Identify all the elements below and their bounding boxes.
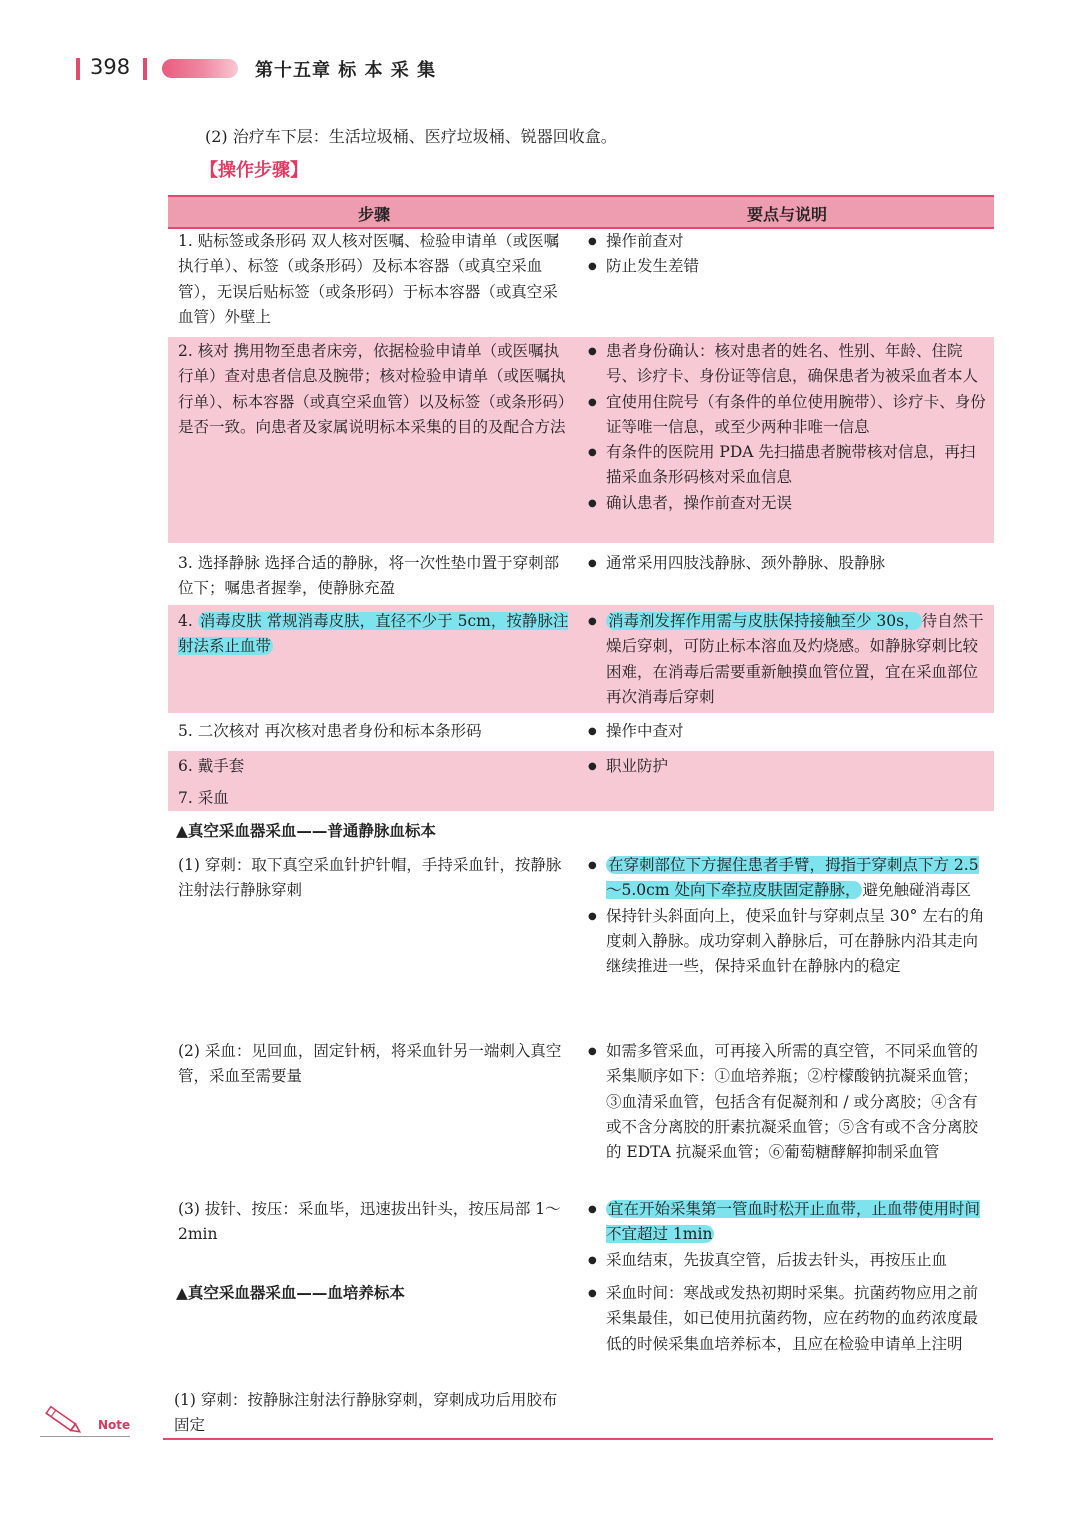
list-item: ● 通常采用四肢浅静脉、颈外静脉、股静脉: [588, 551, 988, 576]
step-text: (1) 穿刺：按静脉注射法行静脉穿刺，穿刺成功后用胶布固定: [174, 1391, 558, 1435]
list-item: ● 有条件的医院用 PDA 先扫描患者腕带核对信息，再扫描采血条形码核对采血信息: [588, 440, 988, 491]
step-text: 7. 采血: [178, 789, 229, 807]
list-item: ● 保持针头斜面向上，使采血针与穿刺点呈 30° 左右的角度刺入静脉。成功穿刺入静脉后，可在静脉内沿其走向继续推进一些，保持采血针在静脉内的稳定: [588, 904, 988, 980]
step-text: 2. 核对 携用物至患者床旁，依据检验申请单（或医嘱执行单）查对患者信息及腕带；核对检验申请单（或医嘱执行单）、标本容器（或真空采血管）以及标签（或条形码）是否一致。向患者及家属说明标本采集的目的及配合方法: [178, 342, 566, 436]
list-item: ● 防止发生差错: [588, 254, 988, 279]
step-text: (2) 采血：见回血，固定针柄，将采血针另一端刺入真空管，采血至需要量: [178, 1042, 562, 1086]
subsection-title: ▲真空采血器采血——血培养标本: [176, 1284, 405, 1302]
header-bar-left: [76, 58, 80, 80]
section-title: 【操作步骤】: [200, 160, 308, 181]
table-row: [168, 751, 994, 811]
note-text: 避免触碰消毒区: [862, 881, 971, 900]
notes-cell: [588, 1281, 988, 1357]
notes-cell: [588, 1039, 988, 1165]
step-number: 4.: [178, 612, 193, 630]
table-row: [168, 1281, 994, 1391]
list-item: ● 如需多管采血，可再接入所需的真空管，不同采血管的采集顺序如下：①血培养瓶；②柠檬酸钠抗凝采血管；③血清采血管，包括含有促凝剂和 / 或分离胶；④含有或不含分离胶的肝素抗凝采血管；⑤含有或不含分离胶的 EDTA 抗凝采血管；⑥葡萄糖酵解抑制采血管: [588, 1039, 988, 1165]
step-text: (1) 穿刺：取下真空采血针护针帽，手持采血针，按静脉注射法行静脉穿刺: [178, 856, 562, 900]
step-text: (3) 拔针、按压：采血毕，迅速拔出针头，按压局部 1～2min: [178, 1200, 561, 1244]
note-label: Note: [98, 1418, 131, 1432]
step-text: [178, 609, 573, 660]
notes-cell: [588, 754, 988, 779]
notes-cell: [588, 1197, 988, 1273]
subsection-heading: [168, 819, 994, 845]
list-item: ● 操作中查对: [588, 719, 988, 744]
step-text: 5. 二次核对 再次核对患者身份和标本条形码: [178, 722, 482, 740]
step-text: 1. 贴标签或条形码 双人核对医嘱、检验申请单（或医嘱执行单）、标签（或条形码）及标本容器（或真空采血管），无误后贴标签（或条形码）于标本容器（或真空采血管）外壁上: [178, 232, 560, 326]
subsection-title: ▲真空采血器采血——普通静脉血标本: [176, 822, 436, 840]
header-bar-right: [143, 58, 147, 80]
note-text: 待自然干燥后穿刺，可防止标本溶血及灼烧感。如静脉穿刺比较困难，在消毒后需要重新触摸血管位置，宜在采血部位再次消毒后穿刺: [606, 612, 984, 706]
steps-table: [168, 195, 994, 1435]
list-item: [588, 853, 988, 904]
highlighted-text: 消毒皮肤 常规消毒皮肤，直径不少于 5cm，按静脉注射法系止血带: [178, 612, 569, 656]
table-row: [168, 549, 994, 601]
notes-cell: [588, 609, 988, 710]
col-header-notes: 要点与说明: [746, 205, 827, 224]
step-text: 6. 戴手套: [178, 757, 245, 775]
notes-cell: [588, 719, 988, 744]
table-row: [168, 229, 994, 331]
table-row: [168, 717, 994, 747]
table-row: [168, 337, 994, 543]
intro-text: (2) 治疗车下层：生活垃圾桶、医疗垃圾桶、锐器回收盒。: [205, 127, 617, 146]
notes-cell: [588, 229, 988, 280]
list-item: ● 采血时间：寒战或发热初期时采集。抗菌药物应用之前采集最佳，如已使用抗菌药物，应在药物的血药浓度最低的时候采集血培养标本，且应在检验申请单上注明: [588, 1281, 988, 1357]
list-item: [588, 609, 988, 710]
page-number: 398: [90, 55, 131, 79]
step-text: 3. 选择静脉 选择合适的静脉，将一次性垫巾置于穿刺部位下；嘱患者握拳，使静脉充盈: [178, 554, 560, 598]
list-item: ● 患者身份确认：核对患者的姓名、性别、年龄、住院号、诊疗卡、身份证等信息，确保患者为被采血者本人: [588, 339, 988, 390]
highlighted-text: 宜在开始采集第一管血时松开止血带，止血带使用时间不宜超过 1min: [606, 1200, 981, 1244]
pencil-icon: [40, 1402, 100, 1436]
list-item: [588, 1197, 988, 1248]
chapter-title: 第十五章 标 本 采 集: [255, 60, 437, 81]
highlighted-text: 消毒剂发挥作用需与皮肤保持接触至少 30s，: [608, 612, 920, 630]
table-header: [168, 195, 994, 229]
table-row: [168, 1388, 994, 1440]
note-underline: [40, 1436, 130, 1437]
table-row: [168, 1039, 994, 1189]
list-item: ● 宜使用住院号（有条件的单位使用腕带）、诊疗卡、身份证等唯一信息，或至少两种非唯一信息: [588, 390, 988, 441]
list-item: ● 确认患者，操作前查对无误: [588, 491, 988, 516]
notes-cell: [588, 551, 988, 576]
list-item: ● 职业防护: [588, 754, 988, 779]
list-item: ● 操作前查对: [588, 229, 988, 254]
notes-cell: [588, 339, 988, 516]
table-row: [168, 605, 994, 713]
header-pill-decoration: [162, 59, 238, 78]
bottom-rule: [163, 1438, 993, 1440]
notes-cell: [588, 853, 988, 979]
list-item: ● 采血结束，先拔真空管，后拔去针头，再按压止血: [588, 1248, 988, 1273]
highlighted-text: 在穿刺部位下方握住患者手臂，拇指于穿刺点下方 2.5～5.0cm 处向下牵拉皮肤固定静脉，: [606, 856, 979, 900]
col-header-steps: 步骤: [357, 205, 390, 224]
table-row: [168, 1197, 994, 1277]
table-row: [168, 853, 994, 1033]
